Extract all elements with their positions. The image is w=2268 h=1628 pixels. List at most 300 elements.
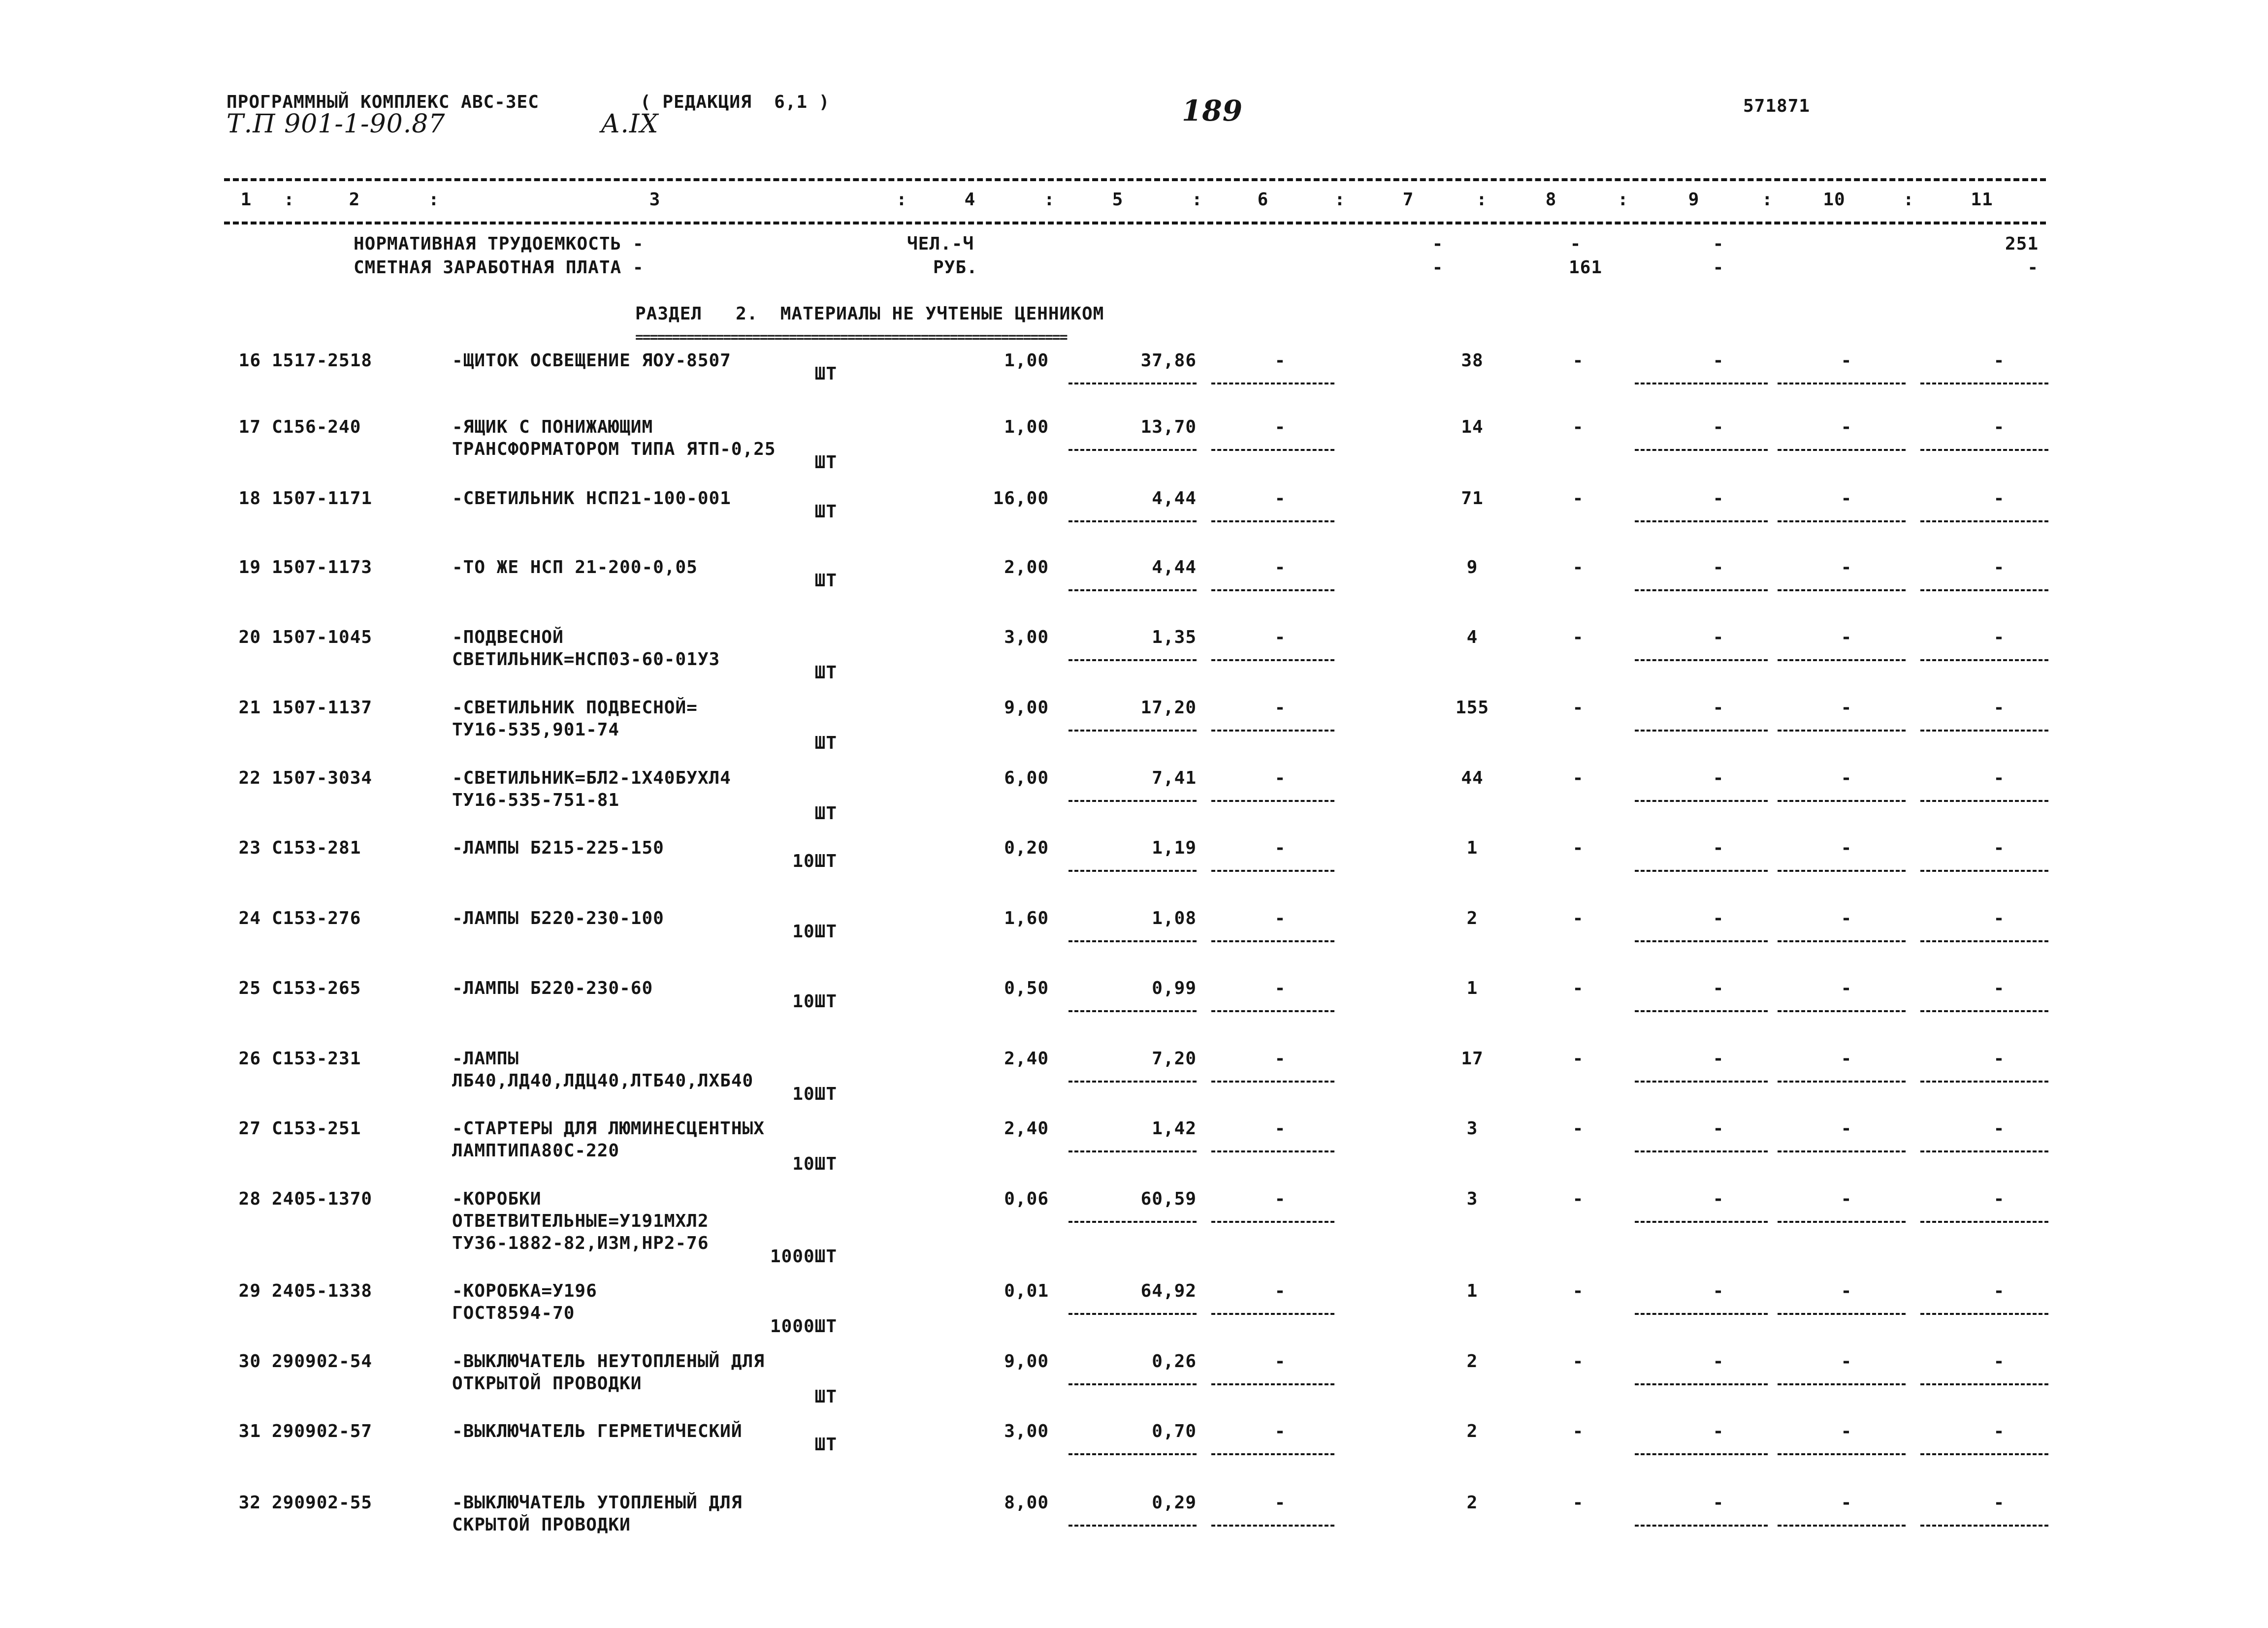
row-col9: - bbox=[1713, 351, 1724, 371]
row-number: 21 bbox=[238, 698, 261, 718]
cell-underline bbox=[1211, 1221, 1334, 1223]
column-separator: : bbox=[1903, 190, 1914, 210]
row-col7: 9 bbox=[1466, 557, 1478, 577]
row-col11: - bbox=[1993, 627, 2005, 647]
cell-underline bbox=[1778, 940, 1906, 942]
row-col11: - bbox=[1993, 698, 2005, 718]
row-col10: - bbox=[1841, 1049, 1852, 1069]
row-col10: - bbox=[1841, 698, 1852, 718]
cell-underline bbox=[1778, 1525, 1906, 1527]
row-col8: - bbox=[1572, 351, 1584, 371]
cell-underline bbox=[1635, 1313, 1768, 1315]
cell-underline bbox=[1635, 659, 1768, 661]
row-number: 30 bbox=[238, 1351, 261, 1372]
row-col11: - bbox=[1993, 1421, 2005, 1441]
row-quantity: 9,00 bbox=[1004, 1351, 1049, 1372]
row-price: 37,86 bbox=[1140, 351, 1197, 371]
row-number: 29 bbox=[238, 1281, 261, 1301]
cell-underline bbox=[1635, 1150, 1768, 1152]
row-col7: 3 bbox=[1466, 1118, 1478, 1139]
column-number: 10 bbox=[1823, 190, 1846, 210]
cell-underline bbox=[1635, 589, 1768, 591]
row-name-line: -ЩИТОК ОСВЕЩЕНИЕ ЯОУ-8507 bbox=[452, 351, 731, 371]
row-quantity: 0,50 bbox=[1004, 978, 1049, 998]
section-title: РАЗДЕЛ 2. МАТЕРИАЛЫ НЕ УЧТЕНЫЕ ЦЕННИКОМ bbox=[635, 304, 1104, 324]
row-col11: - bbox=[1993, 1351, 2005, 1372]
row-unit: 10ШТ bbox=[792, 991, 837, 1012]
row-price: 4,44 bbox=[1152, 488, 1197, 509]
row-col9: - bbox=[1713, 557, 1724, 577]
cell-underline bbox=[1778, 870, 1906, 872]
row-number: 28 bbox=[238, 1189, 261, 1209]
row-quantity: 8,00 bbox=[1004, 1493, 1049, 1513]
row-name-line: -ВЫКЛЮЧАТЕЛЬ ГЕРМЕТИЧЕСКИЙ bbox=[452, 1421, 743, 1441]
cell-underline bbox=[1778, 800, 1906, 802]
header-rule-top bbox=[224, 178, 2046, 181]
row-price: 1,42 bbox=[1152, 1118, 1197, 1139]
cell-underline bbox=[1920, 1221, 2048, 1223]
row-col8: - bbox=[1572, 978, 1584, 998]
row-col6: - bbox=[1274, 768, 1286, 788]
page-number: 189 bbox=[1182, 94, 1243, 128]
row-col10: - bbox=[1841, 1351, 1852, 1372]
row-col10: - bbox=[1841, 417, 1852, 437]
row-col6: - bbox=[1274, 1493, 1286, 1513]
cell-underline bbox=[1778, 1453, 1906, 1455]
summary-unit: РУБ. bbox=[933, 257, 978, 278]
cell-underline bbox=[1211, 520, 1334, 522]
summary-col8: - bbox=[1570, 234, 1582, 254]
cell-underline bbox=[1069, 940, 1197, 942]
row-unit: 10ШТ bbox=[792, 1154, 837, 1174]
row-col7: 1 bbox=[1466, 1281, 1478, 1301]
row-col10: - bbox=[1841, 557, 1852, 577]
row-unit: 10ШТ bbox=[792, 851, 837, 871]
cell-underline bbox=[1920, 1453, 2048, 1455]
row-quantity: 1,00 bbox=[1004, 417, 1049, 437]
column-number: 1 bbox=[240, 190, 252, 210]
row-code: 2405-1338 bbox=[272, 1281, 373, 1301]
cell-underline bbox=[1211, 1010, 1334, 1012]
cell-underline bbox=[1920, 1081, 2048, 1083]
cell-underline bbox=[1069, 1150, 1197, 1152]
row-col8: - bbox=[1572, 838, 1584, 858]
row-col9: - bbox=[1713, 1118, 1724, 1139]
row-code: С153-276 bbox=[272, 908, 361, 928]
row-col8: - bbox=[1572, 1421, 1584, 1441]
row-col7: 17 bbox=[1461, 1049, 1484, 1069]
row-col6: - bbox=[1274, 351, 1286, 371]
row-name-line: -ЛАМПЫ Б220-230-100 bbox=[452, 908, 664, 928]
row-col9: - bbox=[1713, 1281, 1724, 1301]
row-col7: 155 bbox=[1455, 698, 1490, 718]
cell-underline bbox=[1778, 1313, 1906, 1315]
column-number: 2 bbox=[349, 190, 360, 210]
cell-underline bbox=[1920, 589, 2048, 591]
row-name-line: -ПОДВЕСНОЙ bbox=[452, 627, 564, 647]
row-col10: - bbox=[1841, 1421, 1852, 1441]
row-name-line: -КОРОБКА=У196 bbox=[452, 1281, 597, 1301]
column-number: 8 bbox=[1545, 190, 1557, 210]
row-unit: ШТ bbox=[814, 1435, 837, 1455]
row-code: С153-231 bbox=[272, 1049, 361, 1069]
row-code: С153-281 bbox=[272, 838, 361, 858]
row-name-line: ТУ16-535-751-81 bbox=[452, 790, 620, 810]
column-separator: : bbox=[896, 190, 907, 210]
row-unit: ШТ bbox=[814, 1387, 837, 1407]
row-col11: - bbox=[1993, 557, 2005, 577]
row-col9: - bbox=[1713, 978, 1724, 998]
row-number: 31 bbox=[238, 1421, 261, 1441]
row-col9: - bbox=[1713, 1049, 1724, 1069]
row-number: 26 bbox=[238, 1049, 261, 1069]
row-col6: - bbox=[1274, 1049, 1286, 1069]
row-col6: - bbox=[1274, 698, 1286, 718]
row-quantity: 9,00 bbox=[1004, 698, 1049, 718]
summary-label: СМЕТНАЯ ЗАРАБОТНАЯ ПЛАТА - bbox=[354, 257, 644, 278]
row-name-line: ТУ16-535,901-74 bbox=[452, 720, 620, 740]
column-number: 9 bbox=[1688, 190, 1700, 210]
cell-underline bbox=[1778, 449, 1906, 451]
column-separator: : bbox=[284, 190, 295, 210]
row-unit: ШТ bbox=[814, 452, 837, 473]
row-code: 1507-1171 bbox=[272, 488, 373, 509]
row-col7: 71 bbox=[1461, 488, 1484, 509]
row-price: 0,99 bbox=[1152, 978, 1197, 998]
row-name-line: ОТКРЫТОЙ ПРОВОДКИ bbox=[452, 1373, 642, 1394]
row-number: 23 bbox=[238, 838, 261, 858]
cell-underline bbox=[1069, 659, 1197, 661]
row-code: 2405-1370 bbox=[272, 1189, 373, 1209]
row-code: 1507-1173 bbox=[272, 557, 373, 577]
cell-underline bbox=[1635, 1010, 1768, 1012]
row-col10: - bbox=[1841, 978, 1852, 998]
row-col10: - bbox=[1841, 627, 1852, 647]
column-number: 3 bbox=[649, 190, 661, 210]
row-unit: 1000ШТ bbox=[770, 1316, 837, 1337]
row-col11: - bbox=[1993, 1281, 2005, 1301]
row-col6: - bbox=[1274, 557, 1286, 577]
row-col7: 14 bbox=[1461, 417, 1484, 437]
row-col10: - bbox=[1841, 351, 1852, 371]
row-name-line: ЛБ40,ЛД40,ЛДЦ40,ЛТБ40,ЛХБ40 bbox=[452, 1071, 754, 1091]
cell-underline bbox=[1069, 730, 1197, 732]
cell-underline bbox=[1069, 1221, 1197, 1223]
row-code: 1507-1137 bbox=[272, 698, 373, 718]
row-price: 4,44 bbox=[1152, 557, 1197, 577]
cell-underline bbox=[1920, 1313, 2048, 1315]
row-col8: - bbox=[1572, 1351, 1584, 1372]
row-col11: - bbox=[1993, 488, 2005, 509]
row-col7: 2 bbox=[1466, 1351, 1478, 1372]
row-unit: ШТ bbox=[814, 364, 837, 384]
cell-underline bbox=[1635, 1221, 1768, 1223]
row-col8: - bbox=[1572, 417, 1584, 437]
cell-underline bbox=[1211, 870, 1334, 872]
row-unit: 10ШТ bbox=[792, 1084, 837, 1104]
row-col6: - bbox=[1274, 908, 1286, 928]
column-number: 5 bbox=[1112, 190, 1124, 210]
row-col8: - bbox=[1572, 1049, 1584, 1069]
row-col7: 44 bbox=[1461, 768, 1484, 788]
row-number: 27 bbox=[238, 1118, 261, 1139]
column-separator: : bbox=[1476, 190, 1488, 210]
summary-col11: 251 bbox=[2005, 234, 2039, 254]
row-name-line: -СВЕТИЛЬНИК ПОДВЕСНОЙ= bbox=[452, 698, 698, 718]
row-col8: - bbox=[1572, 1118, 1584, 1139]
row-name-line: ЛАМПТИПА80С-220 bbox=[452, 1141, 620, 1161]
cell-underline bbox=[1635, 1453, 1768, 1455]
row-col8: - bbox=[1572, 908, 1584, 928]
row-quantity: 0,01 bbox=[1004, 1281, 1049, 1301]
column-separator: : bbox=[428, 190, 440, 210]
cell-underline bbox=[1211, 383, 1334, 384]
cell-underline bbox=[1211, 730, 1334, 732]
cell-underline bbox=[1635, 1525, 1768, 1527]
cell-underline bbox=[1211, 800, 1334, 802]
cell-underline bbox=[1635, 730, 1768, 732]
row-col6: - bbox=[1274, 417, 1286, 437]
cell-underline bbox=[1069, 449, 1197, 451]
cell-underline bbox=[1778, 1221, 1906, 1223]
row-code: С153-265 bbox=[272, 978, 361, 998]
cell-underline bbox=[1778, 1150, 1906, 1152]
row-number: 18 bbox=[238, 488, 261, 509]
row-quantity: 3,00 bbox=[1004, 1421, 1049, 1441]
summary-col7: - bbox=[1432, 257, 1444, 278]
row-col8: - bbox=[1572, 1281, 1584, 1301]
cell-underline bbox=[1920, 659, 2048, 661]
cell-underline bbox=[1778, 730, 1906, 732]
row-quantity: 16,00 bbox=[993, 488, 1049, 509]
row-col10: - bbox=[1841, 488, 1852, 509]
row-col9: - bbox=[1713, 1493, 1724, 1513]
row-col7: 2 bbox=[1466, 908, 1478, 928]
cell-underline bbox=[1635, 1081, 1768, 1083]
document-id: 571871 bbox=[1743, 96, 1811, 116]
row-price: 1,19 bbox=[1152, 838, 1197, 858]
row-col8: - bbox=[1572, 768, 1584, 788]
doc-code-handwritten: Т.П 901-1-90.87 bbox=[227, 109, 446, 139]
cell-underline bbox=[1778, 1010, 1906, 1012]
row-col6: - bbox=[1274, 1118, 1286, 1139]
row-quantity: 1,60 bbox=[1004, 908, 1049, 928]
cell-underline bbox=[1211, 589, 1334, 591]
column-separator: : bbox=[1192, 190, 1203, 210]
row-price: 0,26 bbox=[1152, 1351, 1197, 1372]
summary-col9: - bbox=[1713, 257, 1724, 278]
row-quantity: 0,06 bbox=[1004, 1189, 1049, 1209]
cell-underline bbox=[1920, 730, 2048, 732]
row-price: 7,41 bbox=[1152, 768, 1197, 788]
row-code: 1507-3034 bbox=[272, 768, 373, 788]
summary-label: НОРМАТИВНАЯ ТРУДОЕМКОСТЬ - bbox=[354, 234, 644, 254]
row-number: 16 bbox=[238, 351, 261, 371]
row-col10: - bbox=[1841, 838, 1852, 858]
row-col10: - bbox=[1841, 1281, 1852, 1301]
cell-underline bbox=[1069, 800, 1197, 802]
cell-underline bbox=[1920, 449, 2048, 451]
row-name-line: -КОРОБКИ bbox=[452, 1189, 542, 1209]
row-col6: - bbox=[1274, 1351, 1286, 1372]
cell-underline bbox=[1920, 383, 2048, 384]
cell-underline bbox=[1211, 940, 1334, 942]
cell-underline bbox=[1211, 1383, 1334, 1385]
row-unit: ШТ bbox=[814, 571, 837, 591]
summary-col9: - bbox=[1713, 234, 1724, 254]
cell-underline bbox=[1069, 870, 1197, 872]
cell-underline bbox=[1211, 1453, 1334, 1455]
cell-underline bbox=[1069, 1313, 1197, 1315]
row-name-line: ГОСТ8594-70 bbox=[452, 1303, 575, 1323]
row-col7: 2 bbox=[1466, 1421, 1478, 1441]
cell-underline bbox=[1211, 659, 1334, 661]
cell-underline bbox=[1211, 449, 1334, 451]
album-handwritten: А.IX bbox=[601, 109, 659, 139]
section-underline: =========================================================== bbox=[635, 329, 1067, 345]
row-col9: - bbox=[1713, 838, 1724, 858]
row-quantity: 0,20 bbox=[1004, 838, 1049, 858]
cell-underline bbox=[1920, 1525, 2048, 1527]
row-unit: ШТ bbox=[814, 733, 837, 753]
summary-col8: 161 bbox=[1568, 257, 1603, 278]
edition-label: ( РЕДАКЦИЯ 6,1 ) bbox=[640, 92, 830, 112]
cell-underline bbox=[1069, 520, 1197, 522]
summary-col11: - bbox=[2027, 257, 2039, 278]
row-price: 17,20 bbox=[1140, 698, 1197, 718]
column-number: 6 bbox=[1257, 190, 1269, 210]
row-name-line: ТУ36-1882-82,ИЗМ,НР2-76 bbox=[452, 1233, 709, 1253]
row-col8: - bbox=[1572, 1493, 1584, 1513]
row-quantity: 3,00 bbox=[1004, 627, 1049, 647]
row-col7: 38 bbox=[1461, 351, 1484, 371]
cell-underline bbox=[1069, 1010, 1197, 1012]
row-code: 290902-54 bbox=[272, 1351, 373, 1372]
row-col10: - bbox=[1841, 1189, 1852, 1209]
row-col11: - bbox=[1993, 1493, 2005, 1513]
row-col7: 2 bbox=[1466, 1493, 1478, 1513]
row-col9: - bbox=[1713, 488, 1724, 509]
program-title: ПРОГРАММНЫЙ КОМПЛЕКС АВС-ЗЕС bbox=[227, 92, 539, 112]
cell-underline bbox=[1920, 940, 2048, 942]
row-number: 19 bbox=[238, 557, 261, 577]
row-price: 60,59 bbox=[1140, 1189, 1197, 1209]
row-col7: 1 bbox=[1466, 978, 1478, 998]
cell-underline bbox=[1635, 1383, 1768, 1385]
cell-underline bbox=[1069, 383, 1197, 384]
row-name-line: -ЯЩИК С ПОНИЖАЮЩИМ bbox=[452, 417, 653, 437]
summary-unit: ЧЕЛ.-Ч bbox=[907, 234, 974, 254]
cell-underline bbox=[1069, 1081, 1197, 1083]
summary-col7: - bbox=[1432, 234, 1444, 254]
row-unit: ШТ bbox=[814, 663, 837, 683]
row-number: 25 bbox=[238, 978, 261, 998]
row-price: 13,70 bbox=[1140, 417, 1197, 437]
cell-underline bbox=[1778, 589, 1906, 591]
row-col8: - bbox=[1572, 488, 1584, 509]
row-col6: - bbox=[1274, 1189, 1286, 1209]
row-col9: - bbox=[1713, 1351, 1724, 1372]
row-unit: 10ШТ bbox=[792, 922, 837, 942]
row-col9: - bbox=[1713, 627, 1724, 647]
row-number: 17 bbox=[238, 417, 261, 437]
row-col7: 3 bbox=[1466, 1189, 1478, 1209]
cell-underline bbox=[1069, 1453, 1197, 1455]
row-col6: - bbox=[1274, 627, 1286, 647]
cell-underline bbox=[1211, 1081, 1334, 1083]
column-separator: : bbox=[1334, 190, 1346, 210]
row-code: 290902-57 bbox=[272, 1421, 373, 1441]
cell-underline bbox=[1920, 1150, 2048, 1152]
row-code: 290902-55 bbox=[272, 1493, 373, 1513]
cell-underline bbox=[1778, 659, 1906, 661]
cell-underline bbox=[1211, 1313, 1334, 1315]
row-code: С156-240 bbox=[272, 417, 361, 437]
column-number: 7 bbox=[1402, 190, 1414, 210]
row-name-line: ТРАНСФОРМАТОРОМ ТИПА ЯТП-0,25 bbox=[452, 439, 776, 459]
row-price: 0,70 bbox=[1152, 1421, 1197, 1441]
cell-underline bbox=[1635, 449, 1768, 451]
row-col10: - bbox=[1841, 908, 1852, 928]
row-name-line: ОТВЕТВИТЕЛЬНЫЕ=У191МХЛ2 bbox=[452, 1211, 709, 1231]
header-rule-bottom bbox=[224, 222, 2046, 224]
row-price: 64,92 bbox=[1140, 1281, 1197, 1301]
row-number: 24 bbox=[238, 908, 261, 928]
row-quantity: 2,00 bbox=[1004, 557, 1049, 577]
row-unit: ШТ bbox=[814, 803, 837, 824]
row-name-line: -ТО ЖЕ НСП 21-200-0,05 bbox=[452, 557, 698, 577]
column-number: 4 bbox=[964, 190, 976, 210]
row-quantity: 2,40 bbox=[1004, 1118, 1049, 1139]
row-quantity: 1,00 bbox=[1004, 351, 1049, 371]
row-col9: - bbox=[1713, 698, 1724, 718]
column-separator: : bbox=[1762, 190, 1773, 210]
row-col9: - bbox=[1713, 1189, 1724, 1209]
row-col11: - bbox=[1993, 417, 2005, 437]
column-number: 11 bbox=[1971, 190, 1993, 210]
cell-underline bbox=[1635, 940, 1768, 942]
row-col9: - bbox=[1713, 908, 1724, 928]
row-unit: 1000ШТ bbox=[770, 1246, 837, 1267]
row-quantity: 2,40 bbox=[1004, 1049, 1049, 1069]
cell-underline bbox=[1778, 383, 1906, 384]
cell-underline bbox=[1635, 800, 1768, 802]
cell-underline bbox=[1920, 870, 2048, 872]
cell-underline bbox=[1778, 520, 1906, 522]
cell-underline bbox=[1920, 520, 2048, 522]
row-col8: - bbox=[1572, 698, 1584, 718]
cell-underline bbox=[1069, 1383, 1197, 1385]
row-number: 32 bbox=[238, 1493, 261, 1513]
row-col8: - bbox=[1572, 1189, 1584, 1209]
cell-underline bbox=[1069, 1525, 1197, 1527]
row-code: 1507-1045 bbox=[272, 627, 373, 647]
row-name-line: -ВЫКЛЮЧАТЕЛЬ НЕУТОПЛЕНЫЙ ДЛЯ bbox=[452, 1351, 765, 1372]
column-separator: : bbox=[1044, 190, 1055, 210]
row-col9: - bbox=[1713, 1421, 1724, 1441]
cell-underline bbox=[1920, 800, 2048, 802]
row-col6: - bbox=[1274, 978, 1286, 998]
row-name-line: -ВЫКЛЮЧАТЕЛЬ УТОПЛЕНЫЙ ДЛЯ bbox=[452, 1493, 743, 1513]
cell-underline bbox=[1778, 1383, 1906, 1385]
row-col6: - bbox=[1274, 838, 1286, 858]
row-unit: ШТ bbox=[814, 502, 837, 522]
row-col6: - bbox=[1274, 1421, 1286, 1441]
cell-underline bbox=[1778, 1081, 1906, 1083]
row-col10: - bbox=[1841, 1118, 1852, 1139]
row-col6: - bbox=[1274, 488, 1286, 509]
row-col7: 4 bbox=[1466, 627, 1478, 647]
